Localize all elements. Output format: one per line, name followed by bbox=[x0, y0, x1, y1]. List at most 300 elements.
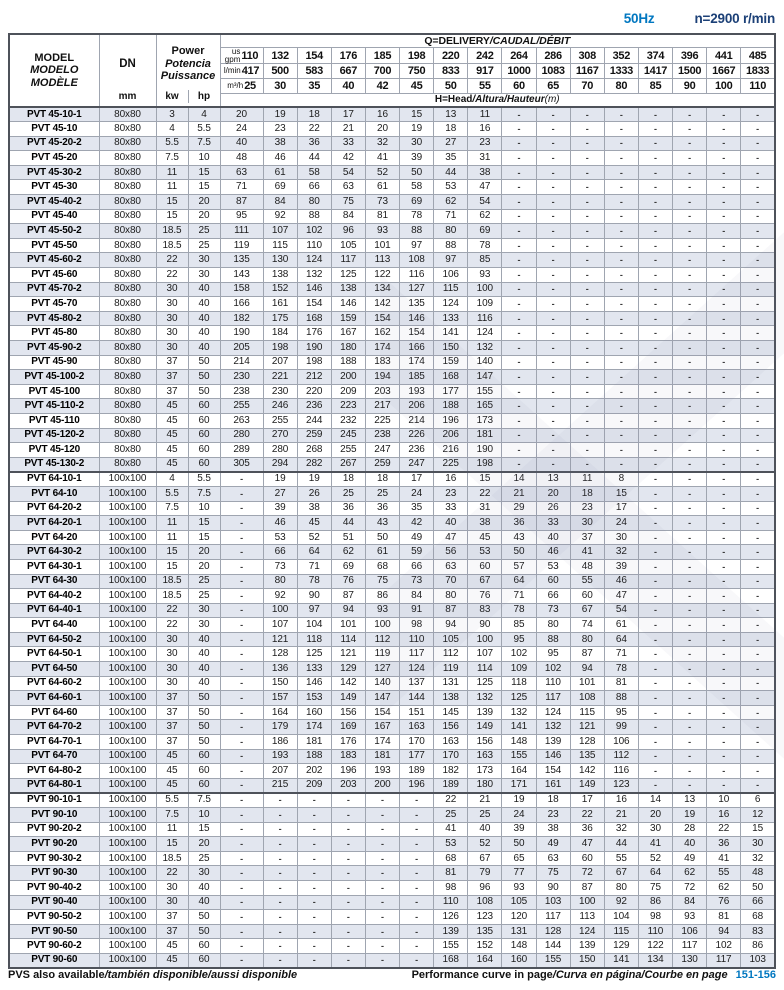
dn-cell: 100x100 bbox=[99, 735, 156, 750]
head-value-cell: 305 bbox=[220, 457, 263, 472]
model-cell: PVT 90-30-2 bbox=[9, 851, 99, 866]
model-cell: PVT 45-40 bbox=[9, 209, 99, 224]
head-value-cell: - bbox=[570, 341, 604, 356]
head-value-cell: - bbox=[741, 443, 775, 458]
head-value-cell: - bbox=[638, 691, 672, 706]
dn-cell: 80x80 bbox=[99, 443, 156, 458]
head-value-cell: 64 bbox=[638, 866, 672, 881]
head-value-cell: 16 bbox=[468, 122, 502, 137]
head-value-cell: 69 bbox=[263, 180, 297, 195]
kw-cell: 45 bbox=[156, 764, 188, 779]
head-value-cell: - bbox=[365, 880, 399, 895]
h-title-rest: /Altura/Hauteur bbox=[472, 94, 545, 105]
head-value-cell: - bbox=[536, 341, 570, 356]
head-value-cell: - bbox=[673, 676, 707, 691]
head-value-cell: 18 bbox=[434, 122, 468, 137]
head-value-cell: - bbox=[707, 399, 741, 414]
head-value-cell: 171 bbox=[502, 778, 536, 793]
head-value-cell: - bbox=[707, 355, 741, 370]
head-value-cell: 141 bbox=[502, 720, 536, 735]
kw-cell: 5.5 bbox=[156, 486, 188, 501]
dn-cell: 100x100 bbox=[99, 793, 156, 808]
head-value-cell: 12 bbox=[741, 808, 775, 823]
kw-cell: 30 bbox=[156, 662, 188, 677]
head-value-cell: 112 bbox=[434, 647, 468, 662]
q-value-m3h: 50 bbox=[434, 79, 468, 94]
model-cell: PVT 64-40-2 bbox=[9, 589, 99, 604]
head-value-cell: - bbox=[638, 107, 672, 122]
head-value-cell: - bbox=[502, 413, 536, 428]
head-value-cell: 106 bbox=[604, 735, 638, 750]
dn-cell: 100x100 bbox=[99, 501, 156, 516]
head-value-cell: - bbox=[673, 151, 707, 166]
kw-cell: 30 bbox=[156, 632, 188, 647]
head-value-cell: - bbox=[741, 151, 775, 166]
kw-cell: 15 bbox=[156, 195, 188, 210]
dn-cell: 100x100 bbox=[99, 472, 156, 487]
head-value-cell: - bbox=[570, 268, 604, 283]
head-value-cell: 146 bbox=[297, 676, 331, 691]
head-value-cell: 132 bbox=[468, 691, 502, 706]
table-row bbox=[9, 545, 775, 560]
head-value-cell: 188 bbox=[297, 749, 331, 764]
dn-cell: 80x80 bbox=[99, 136, 156, 151]
table-row bbox=[9, 151, 775, 166]
head-value-cell: 111 bbox=[220, 224, 263, 239]
model-cell: PVT 64-30 bbox=[9, 574, 99, 589]
head-value-cell: - bbox=[673, 399, 707, 414]
q-value-lmin: 1333 bbox=[604, 64, 638, 79]
head-value-cell: 43 bbox=[502, 530, 536, 545]
kw-cell: 22 bbox=[156, 866, 188, 881]
head-value-cell: - bbox=[365, 851, 399, 866]
head-value-cell: 130 bbox=[263, 253, 297, 268]
kw-cell: 18.5 bbox=[156, 574, 188, 589]
kw-cell: 22 bbox=[156, 603, 188, 618]
head-value-cell: 39 bbox=[604, 559, 638, 574]
head-value-cell: - bbox=[638, 705, 672, 720]
head-value-cell: - bbox=[604, 195, 638, 210]
head-value-cell: 203 bbox=[331, 778, 365, 793]
head-value-cell: - bbox=[536, 355, 570, 370]
head-value-cell: 147 bbox=[468, 370, 502, 385]
head-value-cell: 60 bbox=[468, 559, 502, 574]
head-value-cell: 114 bbox=[331, 632, 365, 647]
head-value-cell: 52 bbox=[365, 165, 399, 180]
head-value-cell: 15 bbox=[604, 486, 638, 501]
head-value-cell: 54 bbox=[604, 603, 638, 618]
head-value-cell: 159 bbox=[434, 355, 468, 370]
head-value-cell: 65 bbox=[502, 851, 536, 866]
model-cell: PVT 45-10 bbox=[9, 122, 99, 137]
head-value-cell: 53 bbox=[468, 545, 502, 560]
model-cell: PVT 64-70 bbox=[9, 749, 99, 764]
head-value-cell: 25 bbox=[434, 808, 468, 823]
head-value-cell: - bbox=[400, 866, 434, 881]
q-value-usgpm: 308 bbox=[570, 48, 604, 64]
head-value-cell: - bbox=[297, 910, 331, 925]
head-value-cell: 108 bbox=[570, 691, 604, 706]
head-value-cell: - bbox=[536, 224, 570, 239]
head-value-cell: 236 bbox=[400, 443, 434, 458]
head-value-cell: - bbox=[707, 778, 741, 793]
head-value-cell: 69 bbox=[400, 195, 434, 210]
head-value-cell: 130 bbox=[673, 953, 707, 968]
head-value-cell: - bbox=[297, 939, 331, 954]
head-value-cell: 149 bbox=[331, 691, 365, 706]
head-value-cell: - bbox=[638, 486, 672, 501]
head-value-cell: - bbox=[502, 122, 536, 137]
dn-cell: 80x80 bbox=[99, 122, 156, 137]
head-value-cell: - bbox=[502, 253, 536, 268]
head-value-cell: 66 bbox=[400, 559, 434, 574]
head-value-cell: - bbox=[570, 209, 604, 224]
hp-cell: 40 bbox=[188, 632, 220, 647]
head-value-cell: 95 bbox=[536, 647, 570, 662]
dn-cell: 100x100 bbox=[99, 720, 156, 735]
head-value-cell: 13 bbox=[434, 107, 468, 122]
model-header-fr: MODÈLE bbox=[30, 76, 78, 89]
head-value-cell: - bbox=[604, 326, 638, 341]
head-value-cell: 100 bbox=[365, 618, 399, 633]
kw-cell: 4 bbox=[156, 122, 188, 137]
head-value-cell: 173 bbox=[468, 413, 502, 428]
dn-cell: 100x100 bbox=[99, 822, 156, 837]
head-value-cell: 98 bbox=[638, 910, 672, 925]
head-value-cell: 76 bbox=[468, 589, 502, 604]
head-value-cell: 174 bbox=[297, 720, 331, 735]
head-value-cell: 91 bbox=[400, 603, 434, 618]
availability-note bbox=[8, 969, 297, 981]
model-cell: PVT 45-90-2 bbox=[9, 341, 99, 356]
head-value-cell: - bbox=[263, 895, 297, 910]
dn-cell: 80x80 bbox=[99, 413, 156, 428]
head-value-cell: 36 bbox=[297, 136, 331, 151]
q-value-m3h: 110 bbox=[741, 79, 775, 94]
head-value-cell: 75 bbox=[331, 195, 365, 210]
head-value-cell: 139 bbox=[434, 924, 468, 939]
head-value-cell: - bbox=[673, 589, 707, 604]
dn-cell: 100x100 bbox=[99, 924, 156, 939]
table-row bbox=[9, 268, 775, 283]
head-value-cell: 94 bbox=[434, 618, 468, 633]
head-value-cell: - bbox=[638, 311, 672, 326]
hp-cell: 30 bbox=[188, 618, 220, 633]
model-cell: PVT 90-10 bbox=[9, 808, 99, 823]
hp-cell: 25 bbox=[188, 851, 220, 866]
head-value-cell: 14 bbox=[502, 472, 536, 487]
head-value-cell: - bbox=[502, 224, 536, 239]
head-value-cell: 88 bbox=[297, 209, 331, 224]
head-value-cell: 93 bbox=[365, 603, 399, 618]
head-value-cell: 62 bbox=[468, 209, 502, 224]
head-value-cell: - bbox=[673, 413, 707, 428]
q-value-usgpm: 220 bbox=[434, 48, 468, 64]
head-value-cell: - bbox=[638, 253, 672, 268]
head-value-cell: 48 bbox=[570, 559, 604, 574]
head-value-cell: 77 bbox=[502, 866, 536, 881]
head-value-cell: 207 bbox=[263, 355, 297, 370]
dn-cell: 80x80 bbox=[99, 268, 156, 283]
head-value-cell: 115 bbox=[263, 238, 297, 253]
head-value-cell: - bbox=[638, 151, 672, 166]
head-value-cell: - bbox=[263, 910, 297, 925]
model-cell: PVT 64-50-2 bbox=[9, 632, 99, 647]
dn-cell: 80x80 bbox=[99, 151, 156, 166]
head-value-cell: - bbox=[570, 413, 604, 428]
head-value-cell: 46 bbox=[263, 151, 297, 166]
head-value-cell: - bbox=[570, 297, 604, 312]
head-value-cell: - bbox=[220, 764, 263, 779]
head-value-cell: - bbox=[604, 370, 638, 385]
head-value-cell: 84 bbox=[400, 589, 434, 604]
head-value-cell: 49 bbox=[536, 837, 570, 852]
head-value-cell: - bbox=[673, 545, 707, 560]
head-value-cell: - bbox=[741, 676, 775, 691]
table-row bbox=[9, 297, 775, 312]
head-value-cell: 115 bbox=[434, 282, 468, 297]
hp-cell: 30 bbox=[188, 253, 220, 268]
head-value-cell: 181 bbox=[468, 428, 502, 443]
head-value-cell: 166 bbox=[400, 341, 434, 356]
hp-cell: 50 bbox=[188, 924, 220, 939]
head-value-cell: 202 bbox=[297, 764, 331, 779]
head-value-cell: 180 bbox=[468, 778, 502, 793]
q-value-usgpm: 198 bbox=[400, 48, 434, 64]
head-value-cell: - bbox=[638, 735, 672, 750]
head-value-cell: - bbox=[263, 953, 297, 968]
hp-cell: 20 bbox=[188, 209, 220, 224]
head-value-cell: 280 bbox=[263, 443, 297, 458]
dn-cell: 100x100 bbox=[99, 837, 156, 852]
head-value-cell: 98 bbox=[400, 618, 434, 633]
head-value-cell: - bbox=[604, 413, 638, 428]
model-cell: PVT 90-60-2 bbox=[9, 939, 99, 954]
dn-cell: 100x100 bbox=[99, 603, 156, 618]
table-row bbox=[9, 253, 775, 268]
head-value-cell: - bbox=[502, 107, 536, 122]
kw-cell: 15 bbox=[156, 209, 188, 224]
head-value-cell: - bbox=[604, 341, 638, 356]
head-value-cell: - bbox=[400, 822, 434, 837]
head-value-cell: - bbox=[707, 559, 741, 574]
kw-cell: 45 bbox=[156, 939, 188, 954]
head-value-cell: - bbox=[297, 953, 331, 968]
head-value-cell: 179 bbox=[263, 720, 297, 735]
q-value-usgpm: 264 bbox=[502, 48, 536, 64]
head-value-cell: 102 bbox=[297, 224, 331, 239]
head-value-cell: 75 bbox=[536, 866, 570, 881]
head-value-cell: - bbox=[707, 443, 741, 458]
kw-cell: 5.5 bbox=[156, 793, 188, 808]
head-value-cell: - bbox=[707, 545, 741, 560]
head-value-cell: - bbox=[570, 151, 604, 166]
head-value-cell: - bbox=[263, 851, 297, 866]
head-value-cell: - bbox=[220, 501, 263, 516]
dn-cell: 100x100 bbox=[99, 486, 156, 501]
head-value-cell: - bbox=[331, 793, 365, 808]
head-value-cell: 56 bbox=[434, 545, 468, 560]
head-value-cell: - bbox=[638, 165, 672, 180]
head-value-cell: 63 bbox=[331, 180, 365, 195]
head-value-cell: 181 bbox=[365, 749, 399, 764]
head-value-cell: 112 bbox=[365, 632, 399, 647]
model-cell: PVT 90-40 bbox=[9, 895, 99, 910]
dn-cell: 100x100 bbox=[99, 764, 156, 779]
model-cell: PVT 45-40-2 bbox=[9, 195, 99, 210]
head-value-cell: 78 bbox=[297, 574, 331, 589]
head-value-cell: - bbox=[536, 107, 570, 122]
model-cell: PVT 64-10 bbox=[9, 486, 99, 501]
head-value-cell: 26 bbox=[536, 501, 570, 516]
head-value-cell: 22 bbox=[468, 486, 502, 501]
head-value-cell: 236 bbox=[297, 399, 331, 414]
head-value-cell: 66 bbox=[263, 545, 297, 560]
head-value-cell: - bbox=[536, 282, 570, 297]
hp-cell: 50 bbox=[188, 355, 220, 370]
head-value-cell: - bbox=[673, 486, 707, 501]
table-row bbox=[9, 647, 775, 662]
head-value-cell: 203 bbox=[365, 384, 399, 399]
kw-cell: 45 bbox=[156, 749, 188, 764]
head-value-cell: 61 bbox=[263, 165, 297, 180]
head-value-cell: - bbox=[536, 195, 570, 210]
power-header-es: Potencia bbox=[165, 57, 211, 70]
head-value-cell: 18 bbox=[536, 793, 570, 808]
head-value-cell: 60 bbox=[570, 589, 604, 604]
table-row bbox=[9, 224, 775, 239]
q-value-m3h: 100 bbox=[707, 79, 741, 94]
head-value-cell: 30 bbox=[604, 530, 638, 545]
head-value-cell: 109 bbox=[468, 297, 502, 312]
head-value-cell: 220 bbox=[297, 384, 331, 399]
head-value-cell: 44 bbox=[297, 151, 331, 166]
hp-cell: 25 bbox=[188, 574, 220, 589]
head-value-cell: 84 bbox=[331, 209, 365, 224]
dn-cell: 80x80 bbox=[99, 107, 156, 122]
head-value-cell: - bbox=[707, 209, 741, 224]
head-value-cell: 24 bbox=[604, 516, 638, 531]
table-row bbox=[9, 399, 775, 414]
head-value-cell: 180 bbox=[331, 341, 365, 356]
head-value-cell: 136 bbox=[263, 662, 297, 677]
dn-cell: 100x100 bbox=[99, 808, 156, 823]
head-value-cell: - bbox=[220, 574, 263, 589]
head-value-cell: 115 bbox=[570, 705, 604, 720]
head-value-cell: - bbox=[570, 326, 604, 341]
model-cell: PVT 64-40 bbox=[9, 618, 99, 633]
head-value-cell: 117 bbox=[707, 953, 741, 968]
hp-cell: 40 bbox=[188, 311, 220, 326]
head-value-cell: 53 bbox=[434, 837, 468, 852]
head-value-cell: - bbox=[707, 705, 741, 720]
head-value-cell: 78 bbox=[502, 603, 536, 618]
head-value-cell: - bbox=[502, 311, 536, 326]
head-value-cell: 146 bbox=[331, 297, 365, 312]
dn-cell: 100x100 bbox=[99, 545, 156, 560]
head-value-cell: 259 bbox=[365, 457, 399, 472]
q-value-m3h: 60 bbox=[502, 79, 536, 94]
head-value-cell: 124 bbox=[434, 297, 468, 312]
head-value-cell: 67 bbox=[604, 866, 638, 881]
head-value-cell: 64 bbox=[604, 632, 638, 647]
head-value-cell: - bbox=[220, 851, 263, 866]
table-row bbox=[9, 326, 775, 341]
head-value-cell: 20 bbox=[365, 122, 399, 137]
q-value-lmin: 583 bbox=[297, 64, 331, 79]
head-value-cell: - bbox=[741, 136, 775, 151]
head-value-cell: - bbox=[400, 939, 434, 954]
q-value-lmin: 917 bbox=[468, 64, 502, 79]
head-value-cell: - bbox=[707, 472, 741, 487]
hp-cell: 60 bbox=[188, 764, 220, 779]
head-value-cell: - bbox=[741, 355, 775, 370]
table-header bbox=[9, 34, 775, 107]
head-value-cell: 244 bbox=[297, 413, 331, 428]
head-value-cell: 175 bbox=[263, 311, 297, 326]
head-value-cell: 247 bbox=[365, 443, 399, 458]
head-value-cell: 108 bbox=[468, 895, 502, 910]
head-value-cell: 106 bbox=[434, 268, 468, 283]
head-value-cell: - bbox=[741, 749, 775, 764]
head-value-cell: 196 bbox=[331, 764, 365, 779]
q-value-lmin: 667 bbox=[331, 64, 365, 79]
table-row bbox=[9, 209, 775, 224]
head-value-cell: 152 bbox=[468, 939, 502, 954]
head-value-cell: - bbox=[536, 311, 570, 326]
table-row bbox=[9, 384, 775, 399]
head-value-cell: 132 bbox=[297, 268, 331, 283]
head-value-cell: - bbox=[741, 691, 775, 706]
head-value-cell: 33 bbox=[536, 516, 570, 531]
hp-cell: 40 bbox=[188, 647, 220, 662]
head-value-cell: - bbox=[365, 895, 399, 910]
head-value-cell: - bbox=[673, 195, 707, 210]
head-value-cell: - bbox=[536, 457, 570, 472]
head-value-cell: 83 bbox=[468, 603, 502, 618]
head-value-cell: - bbox=[502, 136, 536, 151]
top-labels bbox=[624, 11, 775, 26]
head-value-cell: - bbox=[604, 443, 638, 458]
head-value-cell: 194 bbox=[365, 370, 399, 385]
head-value-cell: 28 bbox=[673, 822, 707, 837]
head-value-cell: 154 bbox=[297, 297, 331, 312]
head-value-cell: 117 bbox=[400, 647, 434, 662]
head-value-cell: - bbox=[741, 589, 775, 604]
model-cell: PVT 64-60 bbox=[9, 705, 99, 720]
head-value-cell: - bbox=[673, 501, 707, 516]
head-value-cell: - bbox=[536, 370, 570, 385]
head-value-cell: 185 bbox=[400, 370, 434, 385]
dn-cell: 100x100 bbox=[99, 939, 156, 954]
head-value-cell: 124 bbox=[297, 253, 331, 268]
head-value-cell: 138 bbox=[331, 282, 365, 297]
model-cell: PVT 45-120-2 bbox=[9, 428, 99, 443]
table-body bbox=[9, 107, 775, 968]
dn-cell: 80x80 bbox=[99, 399, 156, 414]
head-value-cell: 20 bbox=[638, 808, 672, 823]
head-value-cell: 62 bbox=[707, 880, 741, 895]
table-row bbox=[9, 472, 775, 487]
head-value-cell: 63 bbox=[434, 559, 468, 574]
head-value-cell: 280 bbox=[220, 428, 263, 443]
head-value-cell: - bbox=[673, 107, 707, 122]
head-value-cell: 132 bbox=[502, 705, 536, 720]
head-value-cell: 124 bbox=[400, 662, 434, 677]
kw-cell: 37 bbox=[156, 910, 188, 925]
head-value-cell: - bbox=[536, 253, 570, 268]
table-row bbox=[9, 735, 775, 750]
